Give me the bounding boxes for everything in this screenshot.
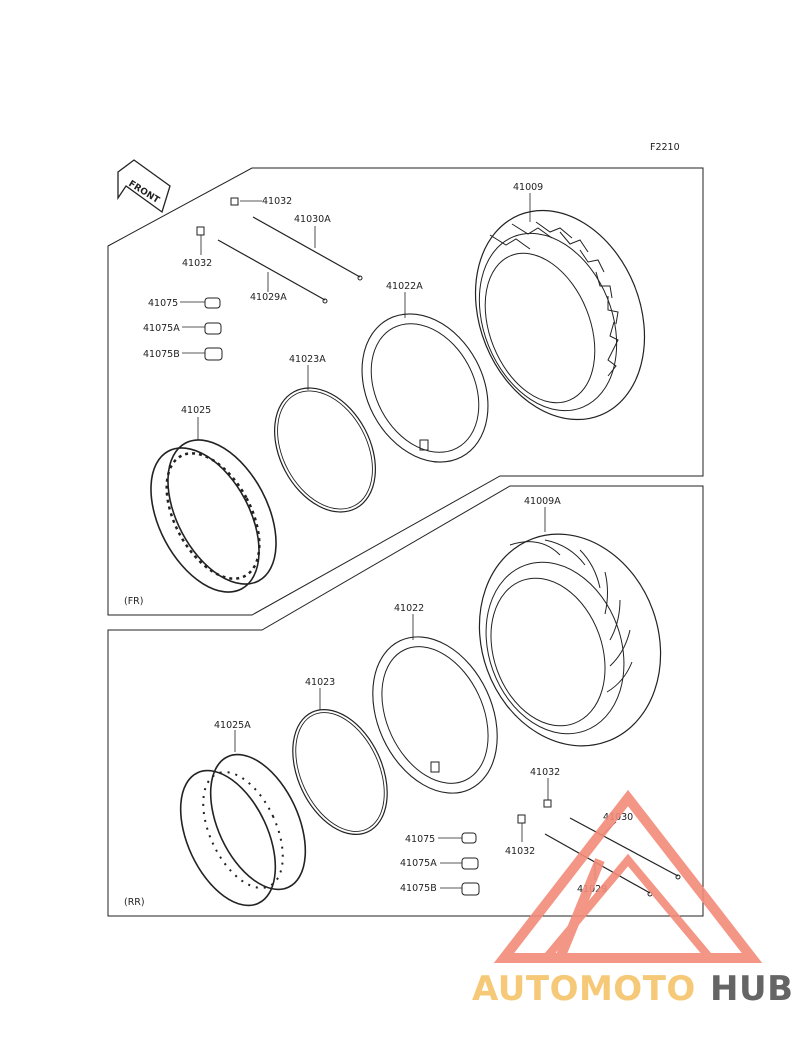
label-front-nipple-left: 41032 [182,258,213,269]
label-rear-weight-c: 41075B [400,883,437,894]
rear-leader-lines [235,507,616,888]
rear-nipple-bottom [518,815,525,823]
label-front-weight-c: 41075B [143,349,180,360]
section-label-front: (FR) [124,596,144,607]
front-arrow-icon [118,160,170,212]
label-front-tire: 41009 [513,182,544,193]
label-front-weight-b: 41075A [143,323,180,334]
label-rear-rim: 41025A [214,720,251,731]
label-front-weight-a: 41075 [148,298,179,309]
front-arrow-text: FRONT [126,179,161,206]
label-front-spoke-long: 41030A [294,214,331,225]
label-front-rim: 41025 [181,405,212,416]
label-front-rim-band: 41023A [289,354,326,365]
front-tire [445,185,674,445]
watermark-text-automoto: AUTOMOTO [472,969,696,1009]
label-rear-tire: 41009A [524,496,561,507]
section-label-rear: (RR) [124,897,145,908]
label-rear-rim-band: 41023 [305,677,336,688]
front-nipple-top [231,198,238,205]
label-rear-nipple-top: 41032 [530,767,561,778]
front-nipple-left [197,227,204,235]
rear-rim-band [274,694,406,849]
label-front-nipple-top: 41032 [262,196,293,207]
diagram-code: F2210 [650,142,680,153]
rear-balance-weights [462,833,479,895]
watermark-text-hub: HUB [710,969,794,1009]
label-front-tube: 41022A [386,281,423,292]
front-rim [129,422,299,610]
rear-rim [161,740,324,920]
label-front-spoke-short: 41029A [250,292,287,303]
automotohub-watermark [472,798,793,1009]
rear-tube [349,617,522,814]
label-rear-weight-a: 41075 [405,834,436,845]
label-rear-nipple-bottom: 41032 [505,846,536,857]
label-rear-spoke-long: 41030 [603,812,634,823]
rear-nipple-top [544,800,551,807]
label-rear-tube: 41022 [394,603,425,614]
label-rear-spoke-short: 41029 [577,884,608,895]
label-rear-weight-b: 41075A [400,858,437,869]
rear-section-frame [108,486,703,916]
rear-tire [450,508,689,771]
front-balance-weights [205,298,222,360]
